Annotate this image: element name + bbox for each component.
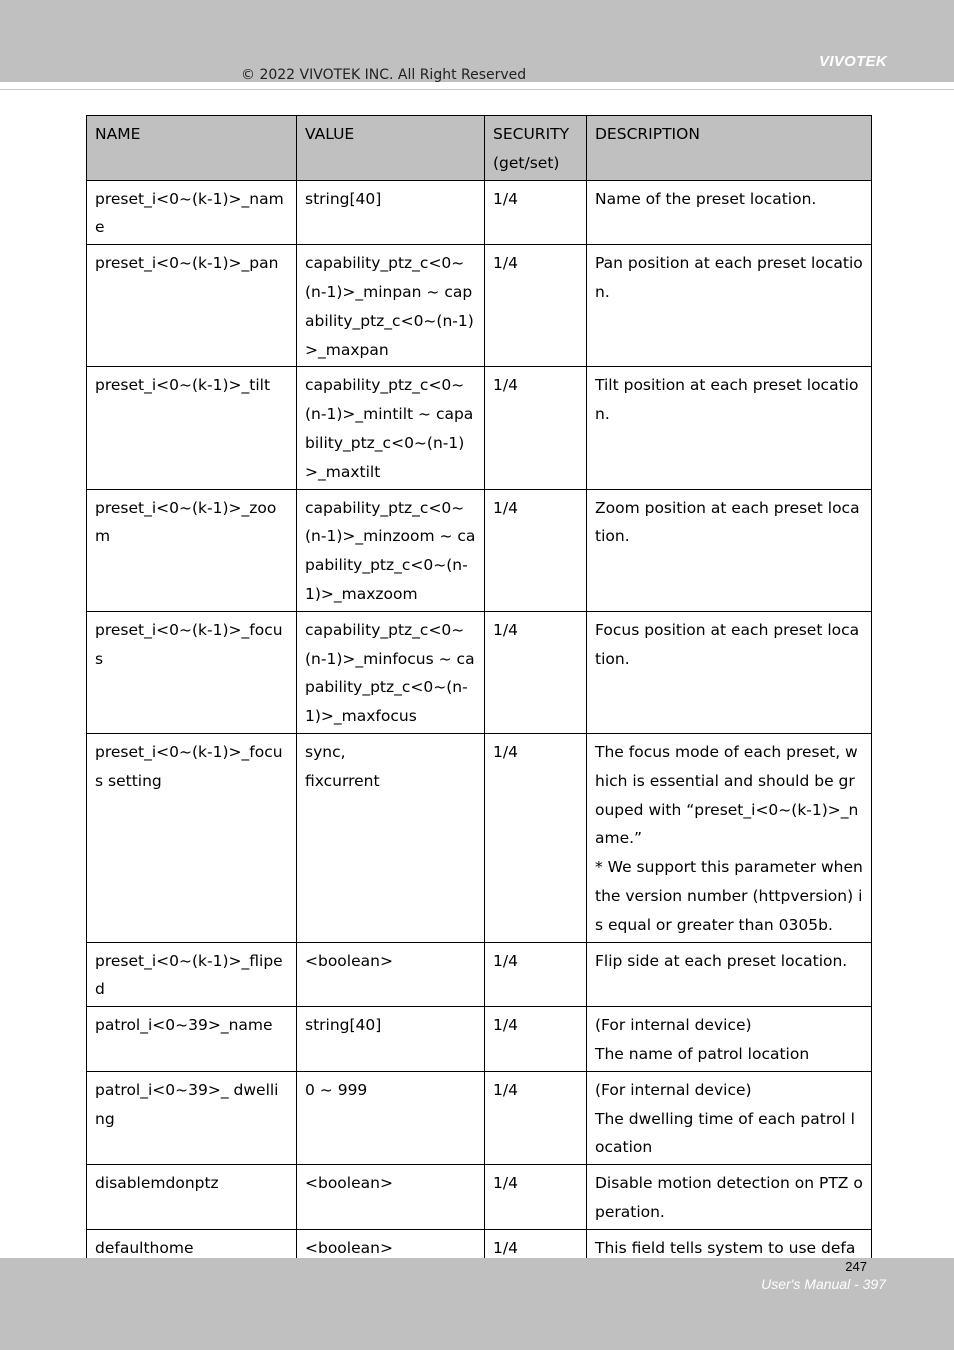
- page-number: 247: [845, 1259, 867, 1274]
- cell-description: (For internal device) The name of patrol location: [587, 1007, 872, 1072]
- cell-value: capability_ptz_c<0~(n-1)>_minfocus ~ capability_ptz_c<0~(n-1)>_maxfocus: [297, 611, 485, 733]
- table-row: [87, 733, 872, 942]
- cell-name: preset_i<0~(k-1)>_tilt: [87, 367, 297, 489]
- cell-description: This field tells system to use defa: [587, 1229, 872, 1294]
- cell-name: preset_i<0~(k-1)>_pan: [87, 245, 297, 367]
- table-row: [87, 611, 872, 733]
- cell-name: preset_i<0~(k-1)>_focus: [87, 611, 297, 733]
- table-row: [87, 942, 872, 1007]
- cell-value: capability_ptz_c<0~(n-1)>_minzoom ~ capability_ptz_c<0~(n-1)>_maxzoom: [297, 489, 485, 611]
- table-header-row: [87, 116, 872, 181]
- cell-security: 1/4: [485, 1165, 587, 1230]
- cell-description: Name of the preset location.: [587, 180, 872, 245]
- cell-security: 1/4: [485, 1229, 587, 1294]
- cell-security: 1/4: [485, 180, 587, 245]
- brand-logo: VIVOTEK: [819, 53, 887, 70]
- table-row: [87, 245, 872, 367]
- cell-value: <boolean>: [297, 1229, 485, 1294]
- cell-name: preset_i<0~(k-1)>_zoom: [87, 489, 297, 611]
- cell-description: Flip side at each preset location.: [587, 942, 872, 1007]
- cell-name: preset_i<0~(k-1)>_focus setting: [87, 733, 297, 942]
- cell-description: Focus position at each preset location.: [587, 611, 872, 733]
- cell-security: 1/4: [485, 1071, 587, 1164]
- table-row: [87, 1071, 872, 1164]
- column-header-security: SECURITY (get/set): [485, 116, 587, 181]
- cell-value: sync, fixcurrent: [297, 733, 485, 942]
- cell-description: Disable motion detection on PTZ operation.: [587, 1165, 872, 1230]
- cell-value: string[40]: [297, 180, 485, 245]
- column-header-value: VALUE: [297, 116, 485, 181]
- cell-description: The focus mode of each preset, which is essential and should be grouped with “preset_i<0~(k-1)>_name.” * We support this parameter when the version number (httpversion) is equal or greater than 0305b.: [587, 733, 872, 942]
- header-divider: [0, 89, 954, 90]
- cell-name: preset_i<0~(k-1)>_name: [87, 180, 297, 245]
- cell-security: 1/4: [485, 611, 587, 733]
- cell-value: string[40]: [297, 1007, 485, 1072]
- cell-security: 1/4: [485, 733, 587, 942]
- cell-security: 1/4: [485, 245, 587, 367]
- cell-name: patrol_i<0~39>_name: [87, 1007, 297, 1072]
- page-footer: [0, 1258, 954, 1350]
- cell-description: Tilt position at each preset location.: [587, 367, 872, 489]
- cell-security: 1/4: [485, 489, 587, 611]
- cell-security: 1/4: [485, 1007, 587, 1072]
- cell-name: patrol_i<0~39>_ dwelling: [87, 1071, 297, 1164]
- cell-value: 0 ~ 999: [297, 1071, 485, 1164]
- cell-value: <boolean>: [297, 1165, 485, 1230]
- parameter-table: [86, 115, 872, 1330]
- cell-name: disablemdonptz: [87, 1165, 297, 1230]
- cell-description: Pan position at each preset location.: [587, 245, 872, 367]
- cell-value: capability_ptz_c<0~(n-1)>_minpan ~ capability_ptz_c<0~(n-1)>_maxpan: [297, 245, 485, 367]
- cell-name: defaulthome: [87, 1229, 297, 1294]
- cell-description: (For internal device) The dwelling time of each patrol location: [587, 1071, 872, 1164]
- cell-name: preset_i<0~(k-1)>_fliped: [87, 942, 297, 1007]
- cell-security: 1/4: [485, 942, 587, 1007]
- copyright-notice: © 2022 VIVOTEK INC. All Right Reserved: [241, 67, 527, 83]
- table-row: [87, 180, 872, 245]
- cell-security: 1/4: [485, 367, 587, 489]
- table-row: [87, 1007, 872, 1072]
- cell-value: <boolean>: [297, 942, 485, 1007]
- manual-page-label: User's Manual - 397: [761, 1276, 886, 1292]
- table-row: [87, 1165, 872, 1230]
- table-row: [87, 489, 872, 611]
- table-row: [87, 367, 872, 489]
- cell-value: capability_ptz_c<0~(n-1)>_mintilt ~ capability_ptz_c<0~(n-1)>_maxtilt: [297, 367, 485, 489]
- cell-description: Zoom position at each preset location.: [587, 489, 872, 611]
- column-header-description: DESCRIPTION: [587, 116, 872, 181]
- column-header-name: NAME: [87, 116, 297, 181]
